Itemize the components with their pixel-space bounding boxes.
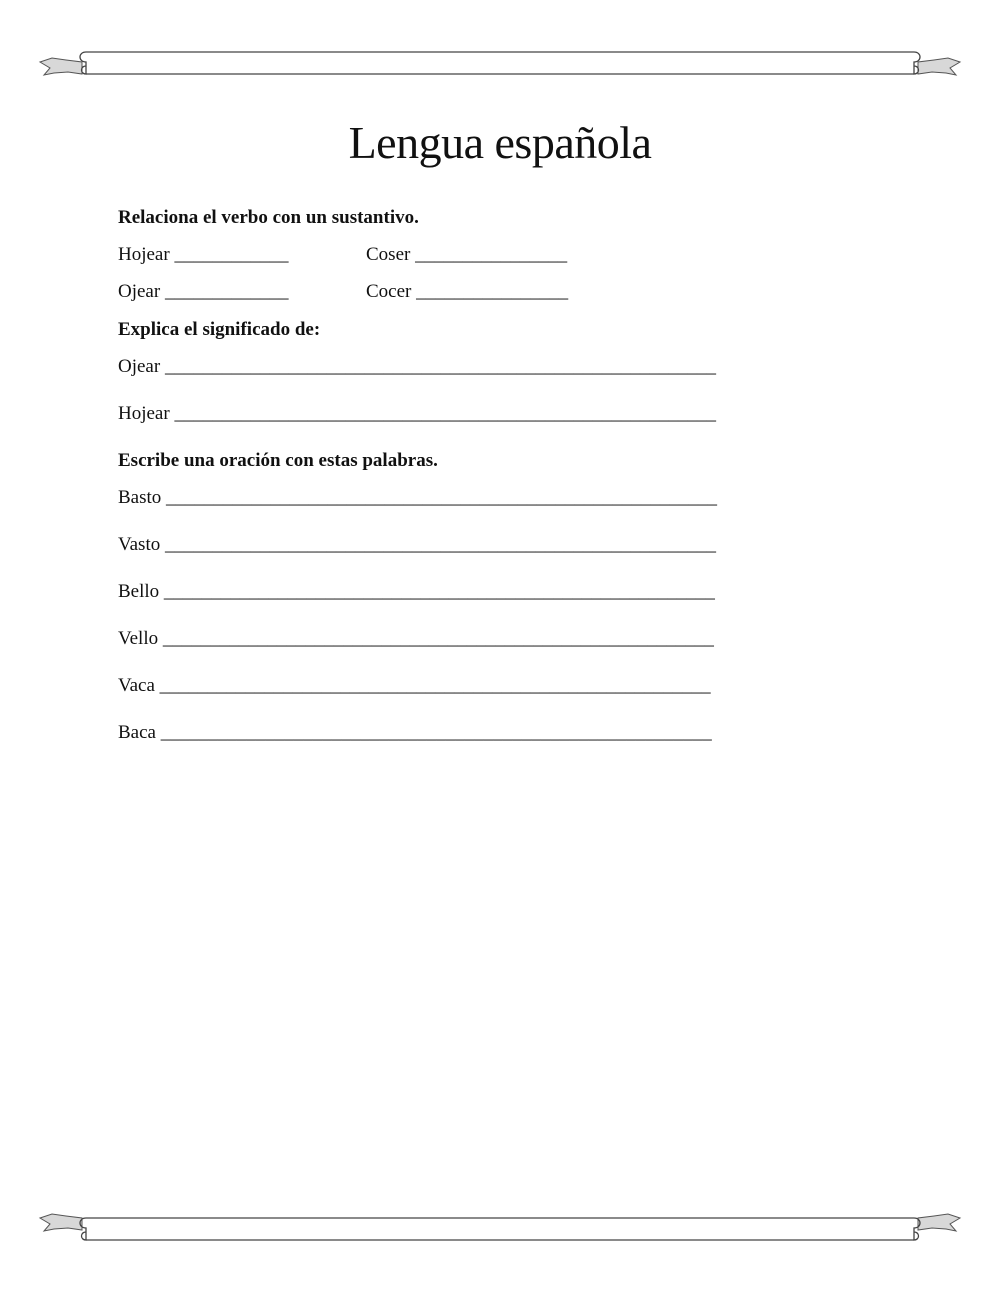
exercise-item — [118, 487, 717, 509]
bottom-banner-border — [38, 1210, 962, 1250]
exercise-item — [118, 356, 716, 378]
item-word: Cocer — [366, 281, 412, 302]
answer-blank[interactable]: __________________________________________________________ — [159, 675, 711, 696]
exercise-item — [118, 722, 712, 744]
exercise-item — [118, 628, 714, 650]
answer-blank[interactable]: __________________________________________________________ — [164, 534, 716, 555]
exercise-item — [118, 534, 716, 556]
answer-blank[interactable]: _____________ — [164, 281, 289, 302]
exercise-item — [118, 244, 288, 266]
exercise-item — [118, 581, 715, 603]
exercise-item — [118, 281, 288, 303]
page-title: Lengua española — [348, 117, 652, 168]
item-word: Hojear — [118, 403, 170, 424]
exercise-item — [366, 244, 567, 266]
item-word: Vello — [118, 628, 159, 649]
answer-blank[interactable]: __________________________________________________________ — [163, 581, 715, 602]
item-word: Baca — [118, 722, 156, 743]
answer-blank[interactable]: ____________ — [174, 244, 289, 265]
item-word: Vaca — [118, 675, 155, 696]
answer-blank[interactable]: _________________________________________________________ — [174, 403, 716, 424]
section-heading-sentences: Escribe una oración con estas palabras. — [118, 450, 438, 471]
item-word: Vasto — [118, 534, 161, 555]
exercise-item — [118, 675, 711, 697]
item-word: Coser — [366, 244, 411, 265]
answer-blank[interactable]: __________________________________________________________ — [166, 487, 718, 508]
answer-blank[interactable]: __________________________________________________________ — [164, 356, 716, 377]
item-word: Ojear — [118, 356, 161, 377]
answer-blank[interactable]: ________________ — [415, 244, 568, 265]
item-word: Bello — [118, 581, 160, 602]
item-word: Basto — [118, 487, 162, 508]
top-banner-border — [38, 48, 962, 88]
section-heading-relate: Relaciona el verbo con un sustantivo. — [118, 207, 419, 228]
section-heading-explain: Explica el significado de: — [118, 319, 321, 340]
exercise-item — [118, 403, 716, 425]
answer-blank[interactable]: __________________________________________________________ — [160, 722, 712, 743]
exercise-item — [366, 281, 568, 303]
item-word: Ojear — [118, 281, 161, 302]
answer-blank[interactable]: __________________________________________________________ — [162, 628, 714, 649]
answer-blank[interactable]: ________________ — [416, 281, 569, 302]
item-word: Hojear — [118, 244, 170, 265]
